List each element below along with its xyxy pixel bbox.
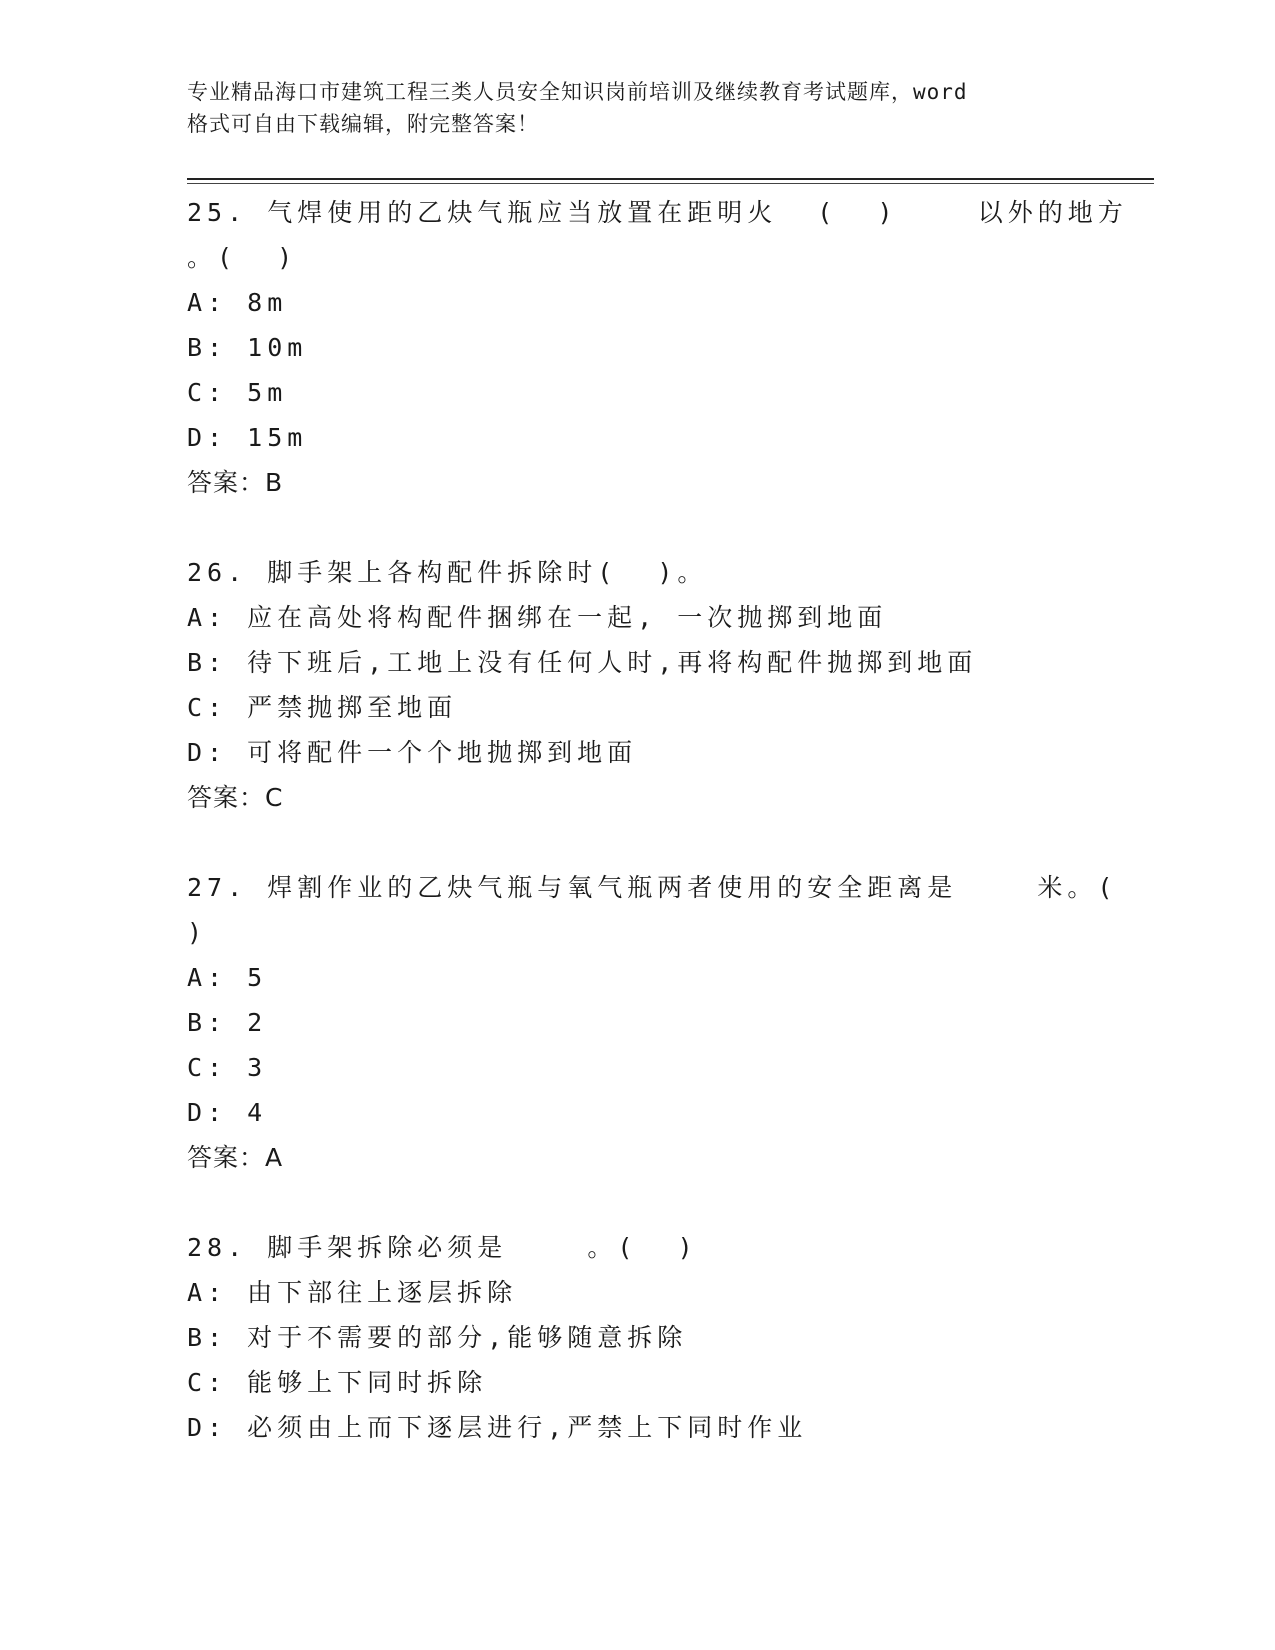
question-stem: 27. 焊割作业的乙炔气瓶与氧气瓶两者使用的安全距离是 米。( xyxy=(187,873,1118,902)
document-header xyxy=(187,76,1067,140)
option-b: B: 待下班后,工地上没有任何人时,再将构配件抛掷到地面 xyxy=(187,648,978,677)
question-25 xyxy=(187,190,1128,505)
option-b: B: 对于不需要的部分,能够随意拆除 xyxy=(187,1323,688,1352)
header-divider-thick xyxy=(187,178,1154,180)
question-list xyxy=(187,190,1128,1450)
option-a: A: 5 xyxy=(187,963,268,992)
header-divider-thin xyxy=(187,183,1154,184)
option-d: D: 15m xyxy=(187,423,308,452)
option-d: D: 可将配件一个个地抛掷到地面 xyxy=(187,738,638,767)
question-stem-continued: 。( ) xyxy=(187,243,298,272)
answer-label: 答案：B xyxy=(187,468,284,497)
answer-label: 答案：A xyxy=(187,1143,284,1172)
option-b: B: 10m xyxy=(187,333,308,362)
option-c: C: 严禁抛掷至地面 xyxy=(187,693,458,722)
option-a: A: 由下部往上逐层拆除 xyxy=(187,1278,518,1307)
option-c: C: 能够上下同时拆除 xyxy=(187,1368,488,1397)
question-stem-continued: ) xyxy=(187,918,208,947)
option-a: A: 8m xyxy=(187,288,288,317)
header-line-1: 专业精品海口市建筑工程三类人员安全知识岗前培训及继续教育考试题库，word xyxy=(187,80,968,104)
option-d: D: 必须由上而下逐层进行,严禁上下同时作业 xyxy=(187,1413,808,1442)
option-c: C: 5m xyxy=(187,378,288,407)
question-stem: 28. 脚手架拆除必须是 。( ) xyxy=(187,1233,698,1262)
option-c: C: 3 xyxy=(187,1053,268,1082)
answer-label: 答案：C xyxy=(187,783,284,812)
question-stem: 25. 气焊使用的乙炔气瓶应当放置在距明火 ( ) 以外的地方 xyxy=(187,198,1128,227)
option-d: D: 4 xyxy=(187,1098,268,1127)
question-stem: 26. 脚手架上各构配件拆除时( )。 xyxy=(187,558,708,587)
question-28 xyxy=(187,1225,1087,1450)
option-a: A: 应在高处将构配件捆绑在一起, 一次抛掷到地面 xyxy=(187,603,888,632)
question-26 xyxy=(187,550,1087,820)
header-line-2: 格式可自由下载编辑，附完整答案！ xyxy=(187,112,539,136)
option-b: B: 2 xyxy=(187,1008,268,1037)
question-27 xyxy=(187,865,1118,1180)
